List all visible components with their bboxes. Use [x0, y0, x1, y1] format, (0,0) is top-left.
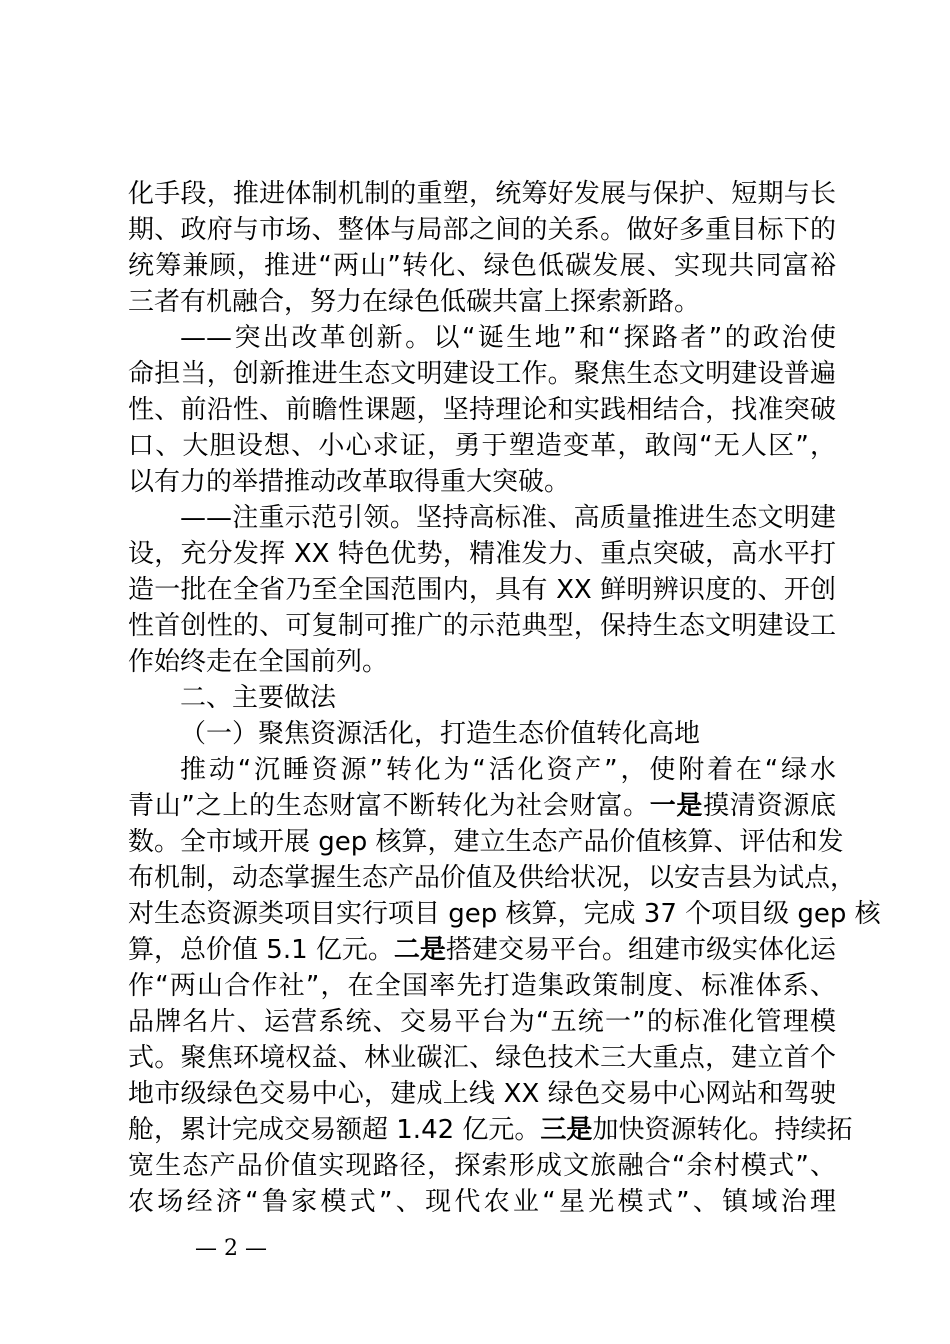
text-line: 性首创性的、可复制可推广的示范典型，保持生态文明建设工 [128, 611, 836, 641]
text-run: 加快资源转化。持续拓 [592, 1115, 853, 1145]
bold-marker: 二是 [393, 935, 446, 965]
text-line: ——注重示范引领。坚持高标准、高质量推进生态文明建 [180, 503, 836, 533]
page-number: — 2 — [195, 1236, 267, 1261]
text-line: 化手段，推进体制机制的重塑，统筹好发展与保护、短期与长 [128, 179, 836, 209]
text-line: 地市级绿色交易中心，建成上线 XX 绿色交易中心网站和驾驶 [128, 1079, 836, 1109]
text-line: 以有力的举措推动改革取得重大突破。 [128, 467, 571, 497]
text-line: 统筹兼顾，推进“两山”转化、绿色低碳发展、实现共同富裕 [128, 251, 836, 281]
text-line: 期、政府与市场、整体与局部之间的关系。做好多重目标下的 [128, 215, 836, 245]
text-run: 摸清资源底 [703, 791, 836, 821]
bold-marker: 一是 [649, 791, 704, 821]
text-line: 作始终走在全国前列。 [128, 647, 389, 677]
text-line: 式。聚焦环境权益、林业碳汇、绿色技术三大重点，建立首个 [128, 1043, 836, 1073]
text-line: 命担当，创新推进生态文明建设工作。聚焦生态文明建设普遍 [128, 359, 836, 389]
text-line: 宽生态产品价值实现路径，探索形成文旅融合“余村模式”、 [128, 1151, 836, 1181]
text-line: ——突出改革创新。以“诞生地”和“探路者”的政治使 [180, 323, 836, 353]
section-heading: 二、主要做法 [180, 683, 337, 713]
text-run: 搭建交易平台。组建市级实体化运 [445, 935, 836, 965]
text-line [128, 932, 836, 968]
subsection-heading: （一）聚焦资源活化，打造生态价值转化高地 [180, 719, 701, 749]
text-run: 舱，累计完成交易额超 1.42 亿元。 [128, 1115, 541, 1145]
text-run: 算，总价值 5.1 亿元。 [128, 935, 394, 965]
text-line: 布机制，动态掌握生态产品价值及供给状况，以安吉县为试点， [128, 863, 857, 893]
text-line: 推动“沉睡资源”转化为“活化资产”，使附着在“绿水 [180, 755, 836, 785]
text-line [128, 788, 836, 824]
text-line: 对生态资源类项目实行项目 gep 核算，完成 37 个项目级 gep 核 [128, 899, 881, 929]
text-line: 性、前沿性、前瞻性课题，坚持理论和实践相结合，找准突破 [128, 395, 836, 425]
text-line: 造一批在全省乃至全国范围内，具有 XX 鲜明辨识度的、开创 [128, 575, 836, 605]
text-line: 农场经济“鲁家模式”、现代农业“星光模式”、镇域治理 [128, 1187, 836, 1217]
text-line: 设，充分发挥 XX 特色优势，精准发力、重点突破，高水平打 [128, 539, 836, 569]
text-line [128, 1112, 853, 1148]
bold-marker: 三是 [540, 1115, 593, 1145]
text-run: 青山”之上的生态财富不断转化为社会财富。 [128, 791, 650, 821]
text-line: 三者有机融合，努力在绿色低碳共富上探索新路。 [128, 287, 701, 317]
text-line: 品牌名片、运营系统、交易平台为“五统一”的标准化管理模 [128, 1007, 836, 1037]
text-line: 数。全市域开展 gep 核算，建立生态产品价值核算、评估和发 [128, 827, 844, 857]
text-line: 作“两山合作社”，在全国率先打造集政策制度、标准体系、 [128, 971, 836, 1001]
text-line: 口、大胆设想、小心求证，勇于塑造变革，敢闯“无人区”， [128, 431, 836, 461]
